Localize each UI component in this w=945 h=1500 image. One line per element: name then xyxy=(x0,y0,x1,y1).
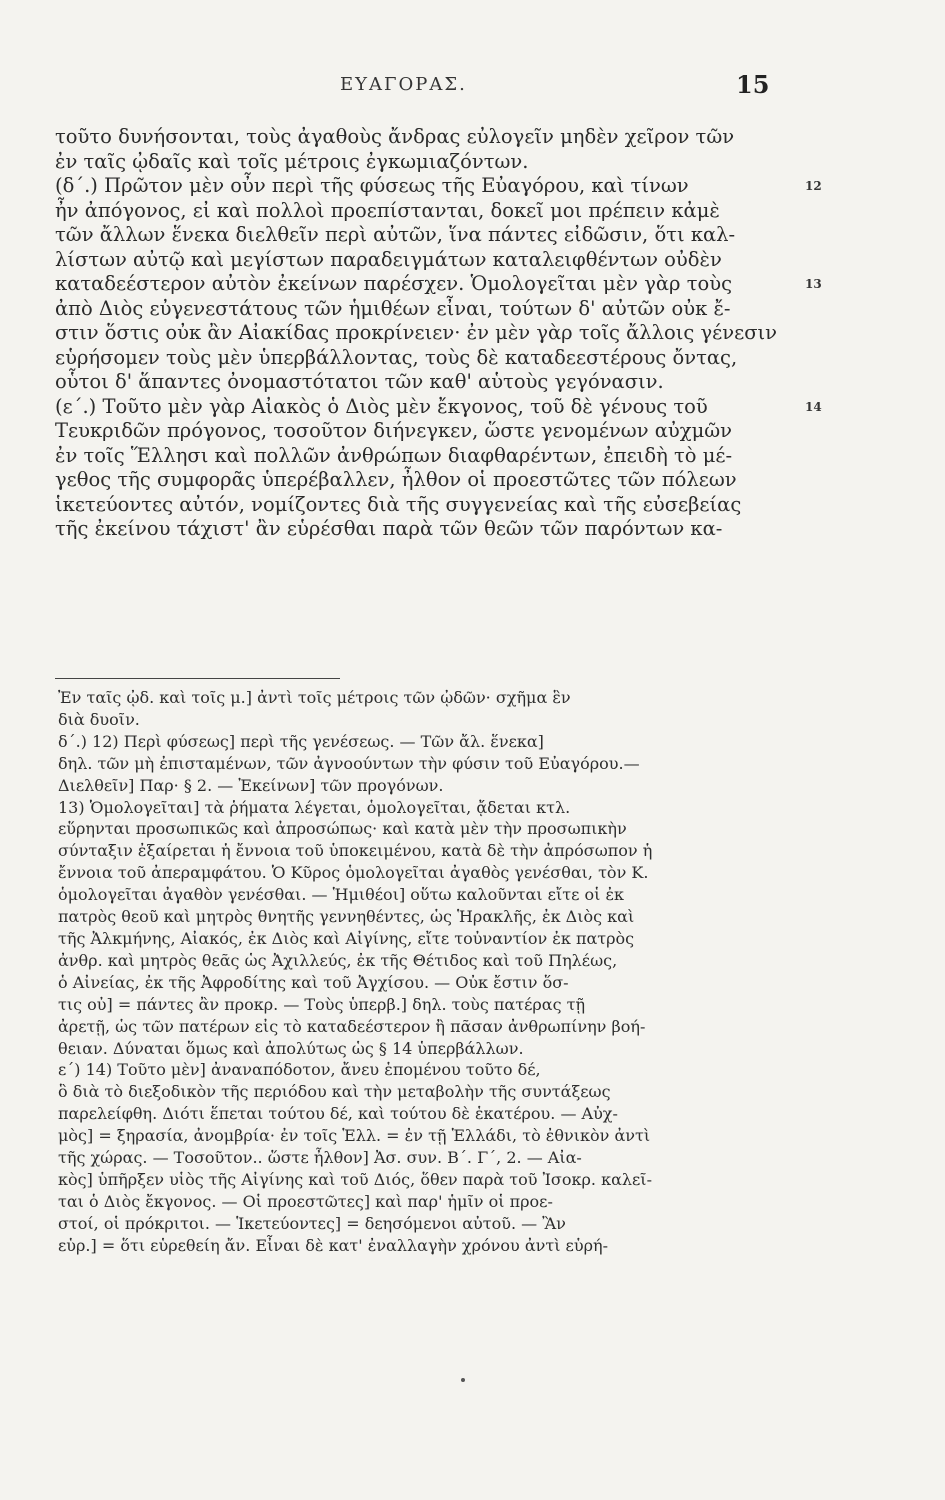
note-line: τῆς Ἀλκμήνης, Αἰακός, ἐκ Διὸς καὶ Αἰγίνης, εἴτε τοὐναντίον ἐκ πατρὸς xyxy=(58,928,635,948)
text-line: Τευκριδῶν πρόγονος, τοσοῦτον διήνεγκεν, ὥστε γενομένων αὐχμῶν xyxy=(55,419,733,442)
text-line: καταδεέστερον αὐτὸν ἐκείνων παρέσχεν. Ὁμολογεῖται μὲν γὰρ τοὺς xyxy=(55,272,733,295)
text-line: τῶν ἄλλων ἕνεκα διελθεῖν περὶ αὐτῶν, ἵνα πάντες εἰδῶσιν, ὅτι καλ- xyxy=(55,223,736,246)
note-line: ὁ Αἰνείας, ἐκ τῆς Ἀφροδίτης καὶ τοῦ Ἀγχίσου. — Οὐκ ἔστιν ὅσ- xyxy=(58,972,569,992)
text-line: ἐν τοῖς Ἕλλησι καὶ πολλῶν ἀνθρώπων διαφθαρέντων, ἐπειδὴ τὸ μέ- xyxy=(55,443,733,467)
text-line: ἦν ἀπόγονος, εἰ καὶ πολλοὶ προεπίστανται, δοκεῖ μοι πρέπειν κἀμὲ xyxy=(55,198,720,222)
text-line: (ε΄.) Τοῦτο μὲν γὰρ Αἰακὸς ὁ Διὸς μὲν ἔκγονος, τοῦ δὲ γένους τοῦ xyxy=(55,394,708,418)
note-line: κὸς] ὑπῆρξεν υἱὸς τῆς Αἰγίνης καὶ τοῦ Διός, ὅθεν παρὰ τοῦ Ἰσοκρ. καλεῖ- xyxy=(58,1169,652,1189)
note-line: Ἐν ταῖς ᾠδ. καὶ τοῖς μ.] ἀντὶ τοῖς μέτροις τῶν ᾠδῶν· σχῆμα ἓν xyxy=(58,688,571,707)
note-line: ται ὁ Διὸς ἔκγονος. — Οἱ προεστῶτες] καὶ παρ' ἡμῖν οἱ προε- xyxy=(58,1191,553,1211)
commentary-notes xyxy=(58,687,793,1257)
text-line: γεθος τῆς συμφορᾶς ὑπερέβαλλεν, ἦλθον οἱ προεστῶτες τῶν πόλεων xyxy=(55,468,737,491)
note-line: ἔννοια τοῦ ἀπεραμφάτου. Ὁ Κῦρος ὁμολογεῖται ἀγαθὸς γενέσθαι, τὸν Κ. xyxy=(58,863,649,883)
section-number: 12 xyxy=(805,179,822,193)
page-header xyxy=(0,70,945,100)
note-line: τις οὐ] = πάντες ἂν προκρ. — Τοὺς ὑπερβ.] δηλ. τοὺς πατέρας τῇ xyxy=(58,994,586,1014)
main-text xyxy=(55,125,785,542)
text-line: ἐν ταῖς ᾠδαῖς καὶ τοῖς μέτροις ἐγκωμιαζόντων. xyxy=(55,149,529,173)
text-line: τοῦτο δυνήσονται, τοὺς ἀγαθοὺς ἄνδρας εὐλογεῖν μηδὲν χεῖρον τῶν xyxy=(55,125,735,148)
note-line: Διελθεῖν] Παρ· § 2. — Ἐκείνων] τῶν προγόνων. xyxy=(58,775,444,795)
note-line: ὁμολογεῖται ἀγαθὸν γενέσθαι. — Ἡμιθέοι] οὕτω καλοῦνται εἴτε οἱ ἐκ xyxy=(58,885,625,905)
note-line: εὑρ.] = ὅτι εὑρεθείη ἄν. Εἶναι δὲ κατ' ἐναλλαγὴν χρόνου ἀντὶ εὑρή- xyxy=(58,1235,608,1255)
text-line: τῆς ἐκείνου τάχιστ' ἂν εὑρέσθαι παρὰ τῶν θεῶν τῶν παρόντων κα- xyxy=(55,517,723,540)
running-title: ΕΥΑΓΟΡΑΣ. xyxy=(340,74,467,95)
ink-dot xyxy=(461,1378,465,1382)
note-line: στοί, οἱ πρόκριτοι. — Ἱκετεύοντες] = δεησόμενοι αὐτοῦ. — Ἂν xyxy=(58,1213,566,1233)
text-line: οὗτοι δ' ἅπαντες ὀνομαστότατοι τῶν καθ' αὑτοὺς γεγόνασιν. xyxy=(55,370,664,393)
note-line: ε΄) 14) Τοῦτο μὲν] ἀναναπόδοτον, ἄνευ ἑπομένου τοῦτο δέ, xyxy=(58,1060,541,1080)
note-line: θειαν. Δύναται ὅμως καὶ ἀπολύτως ὡς § 14 ὑπερβάλλων. xyxy=(58,1038,524,1058)
section-number: 14 xyxy=(805,399,822,414)
text-line: λίστων αὐτῷ καὶ μεγίστων παραδειγμάτων καταλειφθέντων οὐδὲν xyxy=(55,247,722,271)
note-line: μὸς] = ξηρασία, ἀνομβρία· ἐν τοῖς Ἑλλ. = ἐν τῇ Ἑλλάδι, τὸ ἐθνικὸν ἀντὶ xyxy=(58,1126,651,1146)
note-line: ὃ διὰ τὸ διεξοδικὸν τῆς περιόδου καὶ τὴν μεταβολὴν τῆς συντάξεως xyxy=(58,1082,611,1102)
note-line: διὰ δυοῖν. xyxy=(58,709,140,729)
note-line: 13) Ὁμολογεῖται] τὰ ῥήματα λέγεται, ὁμολογεῖται, ᾄδεται κτλ. xyxy=(58,797,571,817)
text-line: στιν ὅστις οὐκ ἂν Αἰακίδας προκρίνειεν· ἐν μὲν γὰρ τοῖς ἄλλοις γένεσιν xyxy=(55,321,778,344)
note-line: δ΄.) 12) Περὶ φύσεως] περὶ τῆς γενέσεως. — Τῶν ἄλ. ἕνεκα] xyxy=(58,731,544,751)
footnote-rule xyxy=(55,678,340,679)
text-line: (δ΄.) Πρῶτον μὲν οὖν περὶ τῆς φύσεως τῆς Εὐαγόρου, καὶ τίνων xyxy=(55,174,689,197)
text-line: ἀπὸ Διὸς εὐγενεστάτους τῶν ἡμιθέων εἶναι, τούτων δ' αὐτῶν οὐκ ἔ- xyxy=(55,296,731,320)
page-number: 15 xyxy=(736,70,770,99)
section-number: 13 xyxy=(805,277,822,291)
note-line: ἀρετῇ, ὡς τῶν πατέρων εἰς τὸ καταδεέστερον ἢ πᾶσαν ἀνθρωπίνην βοή- xyxy=(58,1016,646,1036)
note-line: σύνταξιν ἐξαίρεται ἡ ἔννοια τοῦ ὑποκειμένου, κατὰ δὲ τὴν ἀπρόσωπον ἡ xyxy=(58,841,653,861)
text-line: εὑρήσομεν τοὺς μὲν ὑπερβάλλοντας, τοὺς δὲ καταδεεστέρους ὄντας, xyxy=(55,345,738,369)
note-line: δηλ. τῶν μὴ ἐπισταμένων, τῶν ἀγνοούντων τὴν φύσιν τοῦ Εὐαγόρου.— xyxy=(58,753,640,773)
note-line: ἀνθρ. καὶ μητρὸς θεᾶς ὡς Ἀχιλλεύς, ἐκ τῆς Θέτιδος καὶ τοῦ Πηλέως, xyxy=(58,950,618,970)
note-line: πατρὸς θεοῦ καὶ μητρὸς θνητῆς γεννηθέντες, ὡς Ἡρακλῆς, ἐκ Διὸς καὶ xyxy=(58,907,635,927)
note-line: εὕρηνται προσωπικῶς καὶ ἀπροσώπως· καὶ κατὰ μὲν τὴν προσωπικὴν xyxy=(58,819,627,839)
text-line: ἱκετεύοντες αὐτόν, νομίζοντες διὰ τῆς συγγενείας καὶ τῆς εὐσεβείας xyxy=(55,492,742,516)
note-line: παρελείφθη. Διότι ἕπεται τούτου δέ, καὶ τούτου δὲ ἑκατέρου. — Αὐχ- xyxy=(58,1104,618,1124)
note-line: τῆς χώρας. — Τοσοῦτον.. ὥστε ἦλθον] Ἀσ. συν. Β΄. Γ΄, 2. — Αἰα- xyxy=(58,1148,582,1168)
